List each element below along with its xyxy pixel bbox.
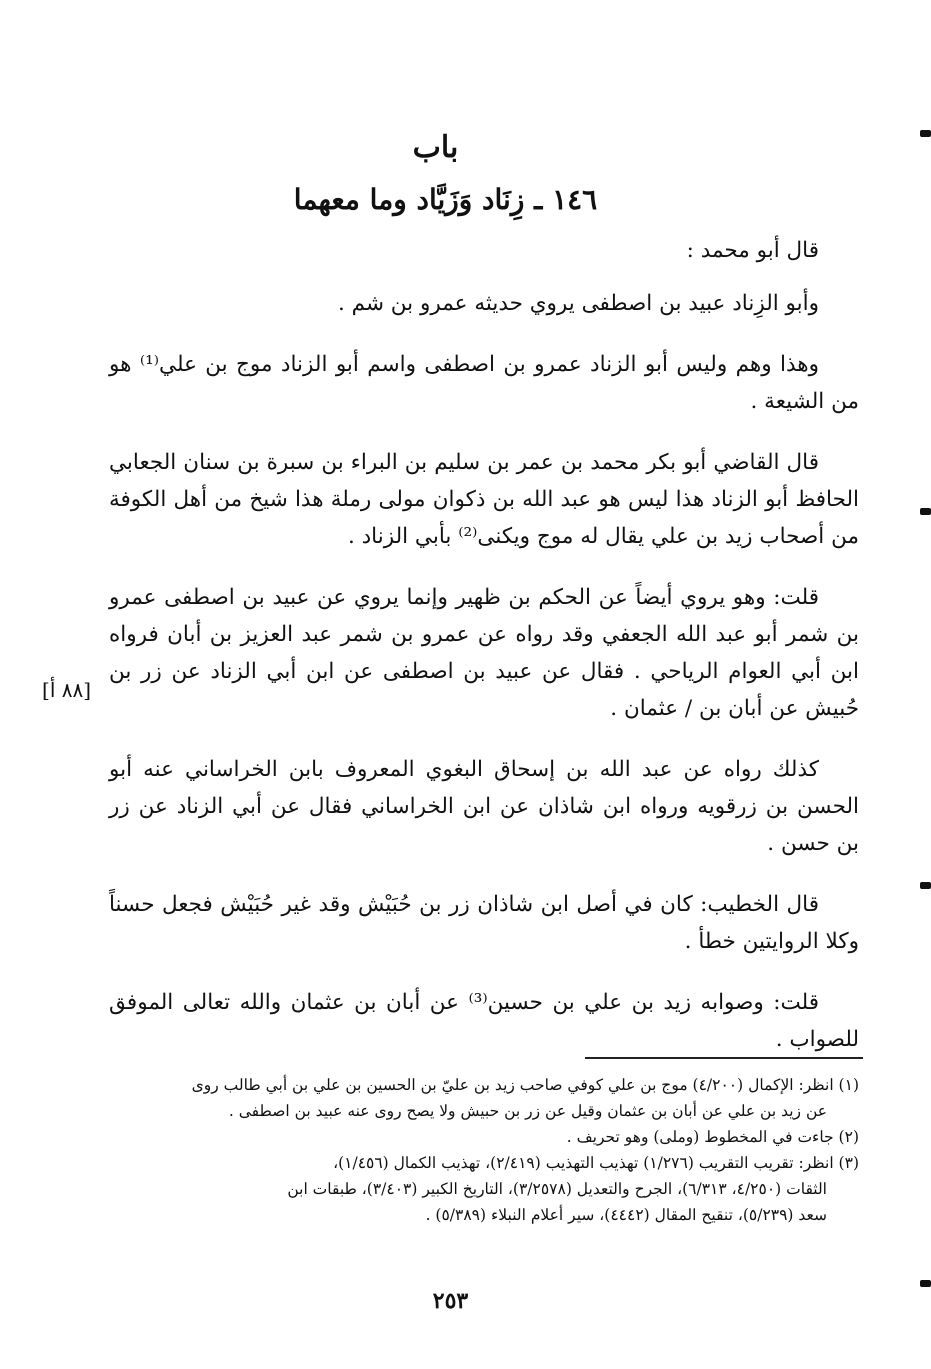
footnote-line: (٢) جاءت في المخطوط (وملى) وهو تحريف . [566,1128,859,1146]
footnote-line: الثقات (٤/٢٥٠، ٦/٣١٣)، الجرح والتعديل (٣/٢٥٧٨)، التاريخ الكبير (٣/٤٠٣)، طبقات ابن [287,1180,827,1198]
main-text [109,232,859,1082]
footnote-separator [585,1057,863,1059]
chapter-label: باب [412,130,459,165]
binding-mark [920,882,931,889]
paragraph: قال القاضي أبو بكر محمد بن عمر بن سليم بن البراء بن سبرة بن سنان الجعابي الحافظ أبو الزناد هذا ليس هو عبد الله بن ذكوان مولى رملة هذا شيخ من أهل الكوفة من أصحاب زيد بن علي يقال له موج ويكنى⁽²⁾ بأبي الزناد . [109,450,859,549]
paragraph: قلت: وصوابه زيد بن علي بن حسين⁽³⁾ عن أبان بن عثمان والله تعالى الموفق للصواب . [109,990,859,1052]
footnote-line: (٣) انظر: تقريب التقريب (١/٢٧٦) تهذيب التهذيب (٢/٤١٩)، تهذيب الكمال (١/٤٥٦)، [333,1154,859,1172]
binding-mark [920,508,931,515]
paragraph: قال الخطيب: كان في أصل ابن شاذان زر بن حُبَيْش وقد غير حُبَيْش فجعل حسناً وكلا الروايتين خطأ . [109,892,859,954]
chapter-title: ١٤٦ ـ زِنَاد وَزَيَّاد وما معهما [293,183,598,216]
paragraph: كذلك رواه عن عبد الله بن إسحاق البغوي المعروف بابن الخراساني عنه أبو الحسن بن زرقويه ورواه ابن شاذان عن ابن الخراساني فقال عن أبي الزناد عن زر بن حسن . [109,757,859,856]
binding-mark [920,130,931,137]
binding-mark [920,1280,931,1287]
footnote-line: (١) انظر: الإكمال (٤/٢٠٠) موج بن علي كوفي صاحب زيد بن عليّ بن الحسين بن علي بن أبي طالب روى [191,1076,859,1094]
footnotes [99,1072,859,1228]
footnote-line: سعد (٥/٢٣٩)، تنقيح المقال (٤٤٤٢)، سير أعلام النبلاء (٥/٣٨٩) . [425,1206,827,1224]
folio-margin-note: [٨٨ أ] [42,678,92,702]
paragraph: قلت: وهو يروي أيضاً عن الحكم بن ظهير وإنما يروي عن عبيد بن اصطفى عمرو بن شمر أبو عبد الله الجعفي وقد رواه عن عمرو بن شمر عبد العزيز بن أبان فرواه ابن أبي العوام الرياحي . فقال عن عبيد بن اصطفى عن ابن أبي الزناد عن زر بن حُبيش عن أبان بن / عثمان . [109,585,859,721]
page-number: ٢٥٣ [432,1288,469,1314]
footnote-line: عن زيد بن علي عن أبان بن عثمان وقيل عن زر بن حبيش ولا يصح روى عنه عبيد بن اصطفى . [228,1102,827,1120]
paragraph: وأبو الزِناد عبيد بن اصطفى يروي حديثه عمرو بن شم . [337,291,819,316]
paragraph: قال أبو محمد : [686,238,819,263]
paragraph: وهذا وهم وليس أبو الزناد عمرو بن اصطفى واسم أبو الزناد موج بن علي⁽¹⁾ هو من الشيعة . [109,352,859,414]
